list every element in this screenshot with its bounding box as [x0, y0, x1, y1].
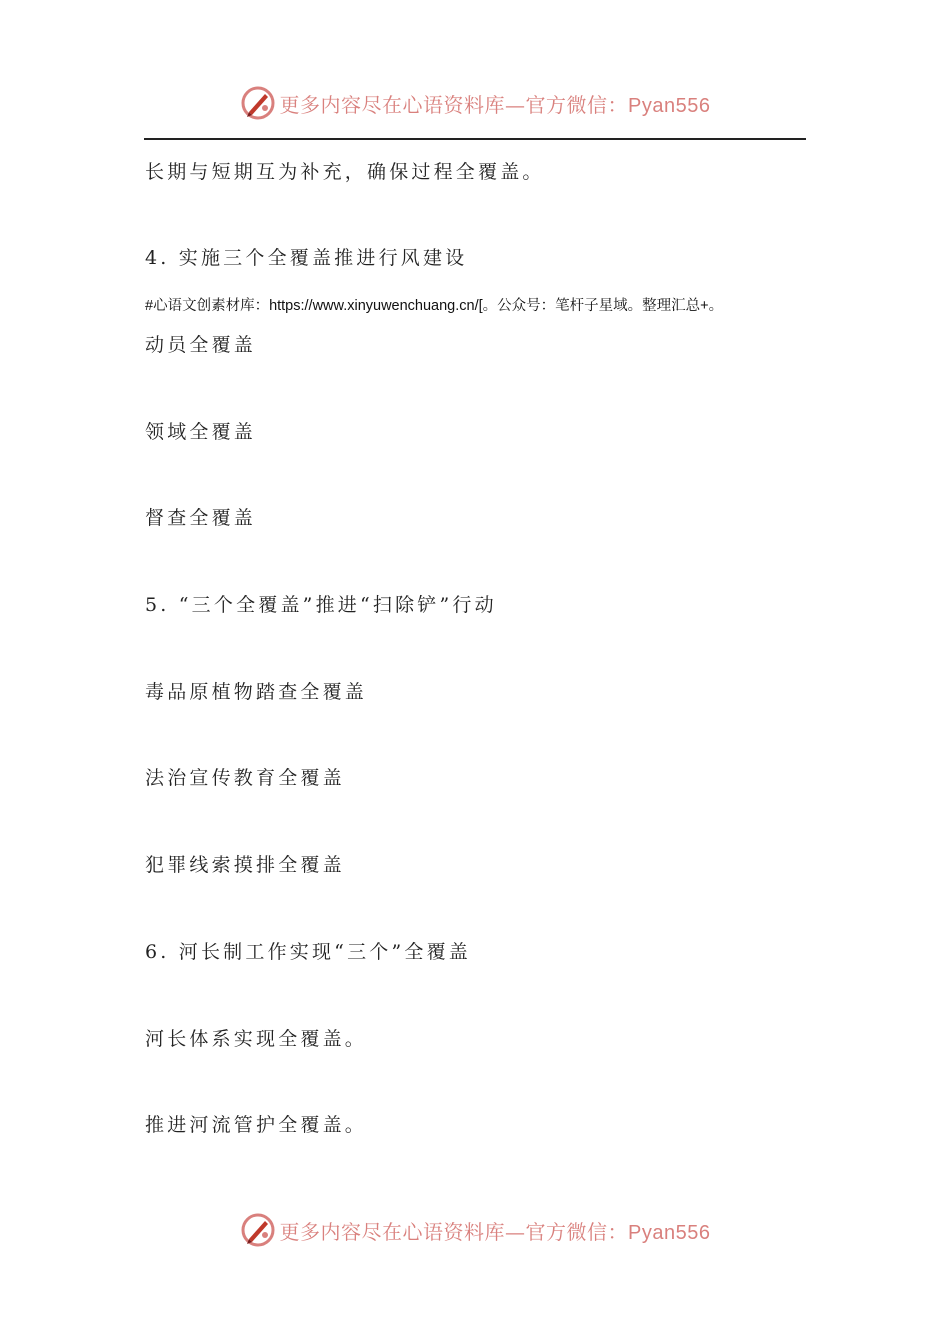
- header-divider: [144, 138, 806, 140]
- body-line: 领域全覆盖: [145, 421, 257, 443]
- section-heading: 4. 实施三个全覆盖推进行风建设: [145, 247, 468, 269]
- body-line: 毒品原植物踏查全覆盖: [145, 681, 368, 703]
- body-line: 动员全覆盖: [145, 334, 257, 356]
- header-banner-cn: 更多内容尽在心语资料库—官方微信：: [279, 92, 629, 117]
- body-line: 犯罪线索摸排全覆盖: [145, 854, 345, 876]
- footer-banner: [0, 1210, 950, 1250]
- header-banner-text: [280, 89, 711, 118]
- footer-banner-cn: 更多内容尽在心语资料库—官方微信：: [279, 1219, 629, 1244]
- body-line: 长期与短期互为补充，确保过程全覆盖。: [145, 161, 545, 183]
- footer-banner-text: [280, 1216, 711, 1245]
- body-line: 督查全覆盖: [145, 507, 257, 529]
- pen-logo-icon: [240, 85, 276, 121]
- header-banner: [0, 83, 950, 123]
- footer-wechat-id: Pyan556: [628, 1221, 711, 1244]
- source-note: #心语文创素材库：https://www.xinyuwenchuang.cn/[。公众号：笔杆子星域。整理汇总+。: [145, 298, 724, 314]
- pen-logo-icon: [240, 1212, 276, 1248]
- body-line: 河长体系实现全覆盖。: [145, 1028, 368, 1050]
- body-line: 法治宣传教育全覆盖: [145, 767, 345, 789]
- body-line: 推进河流管护全覆盖。: [145, 1114, 368, 1136]
- section-heading: 6. 河长制工作实现“三个”全覆盖: [145, 941, 471, 963]
- section-heading: 5. “三个全覆盖”推进“扫除铲”行动: [145, 594, 497, 616]
- header-wechat-id: Pyan556: [628, 94, 711, 117]
